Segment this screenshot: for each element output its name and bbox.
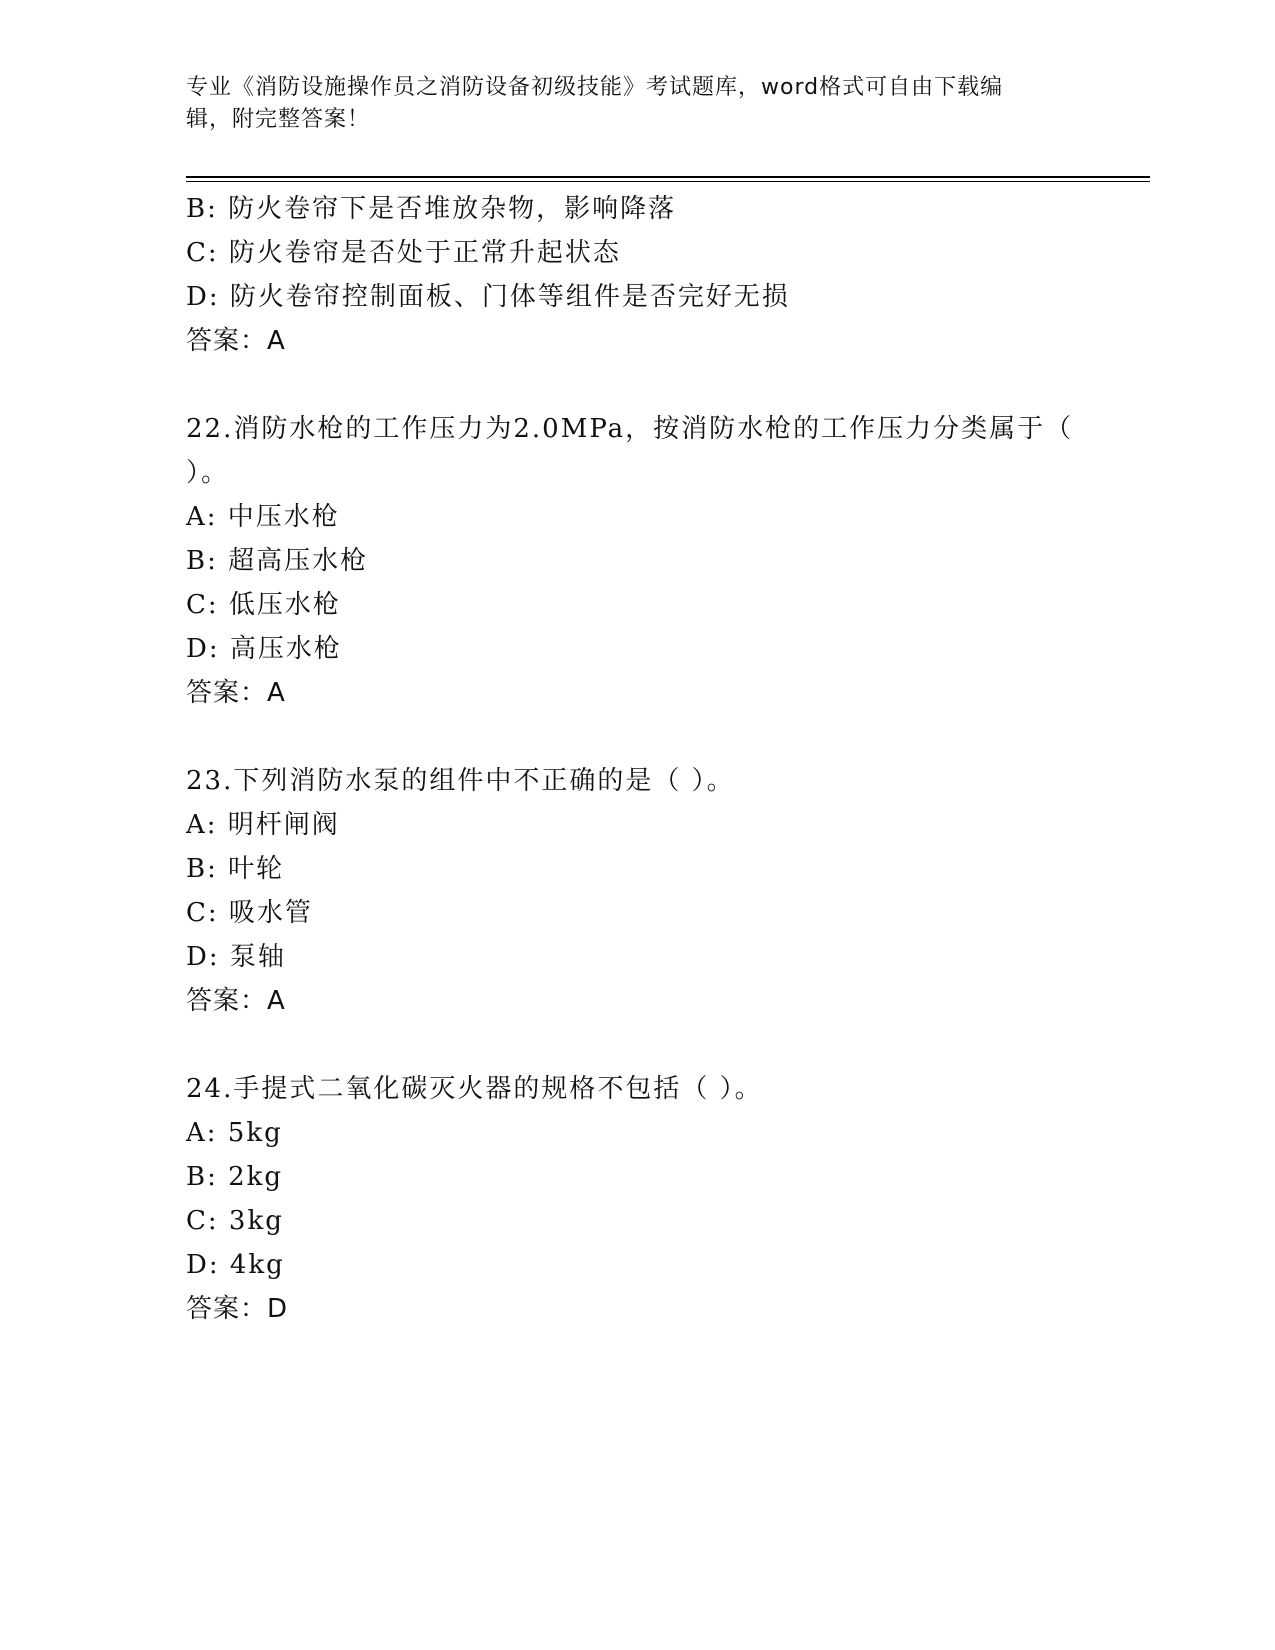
header-line-2: 辑，附完整答案！ [186,107,371,132]
q23-option-c: C: 吸水管 [186,898,313,928]
prev-option-b: B: 防火卷帘下是否堆放杂物，影响降落 [186,194,677,224]
header-line-1: 专业《消防设施操作员之消防设备初级技能》考试题库，word格式可自由下载编 [186,75,1004,100]
q23-answer: 答案：A [186,986,286,1016]
q24-option-c: C: 3kg [186,1206,284,1236]
q22-stem-line-2: ）。 [186,458,230,488]
document-header [186,72,1066,136]
header-divider-thin [186,181,1150,182]
q24-stem: 24.手提式二氧化碳灭火器的规格不包括（ ）。 [186,1074,763,1104]
q24-option-b: B: 2kg [186,1162,284,1192]
q22-answer: 答案：A [186,678,286,708]
q22-option-b: B: 超高压水枪 [186,546,369,576]
q24-option-d: D: 4kg [186,1250,285,1280]
q23-stem: 23.下列消防水泵的组件中不正确的是（ ）。 [186,766,735,796]
q23-option-b: B: 叶轮 [186,854,285,884]
prev-answer: 答案：A [186,326,286,356]
q24-option-a: A: 5kg [186,1118,283,1148]
q22-option-d: D: 高压水枪 [186,634,342,664]
q22-stem-line-1: 22.消防水枪的工作压力为2.0MPa，按消防水枪的工作压力分类属于（ [186,414,1074,444]
q23-option-a: A: 明杆闸阀 [186,810,340,840]
prev-option-d: D: 防火卷帘控制面板、门体等组件是否完好无损 [186,282,790,312]
q22-option-c: C: 低压水枪 [186,590,341,620]
q24-answer: 答案：D [186,1294,289,1324]
prev-option-c: C: 防火卷帘是否处于正常升起状态 [186,238,621,268]
q23-option-d: D: 泵轴 [186,942,286,972]
header-divider-thick [186,176,1150,178]
q22-option-a: A: 中压水枪 [186,502,340,532]
